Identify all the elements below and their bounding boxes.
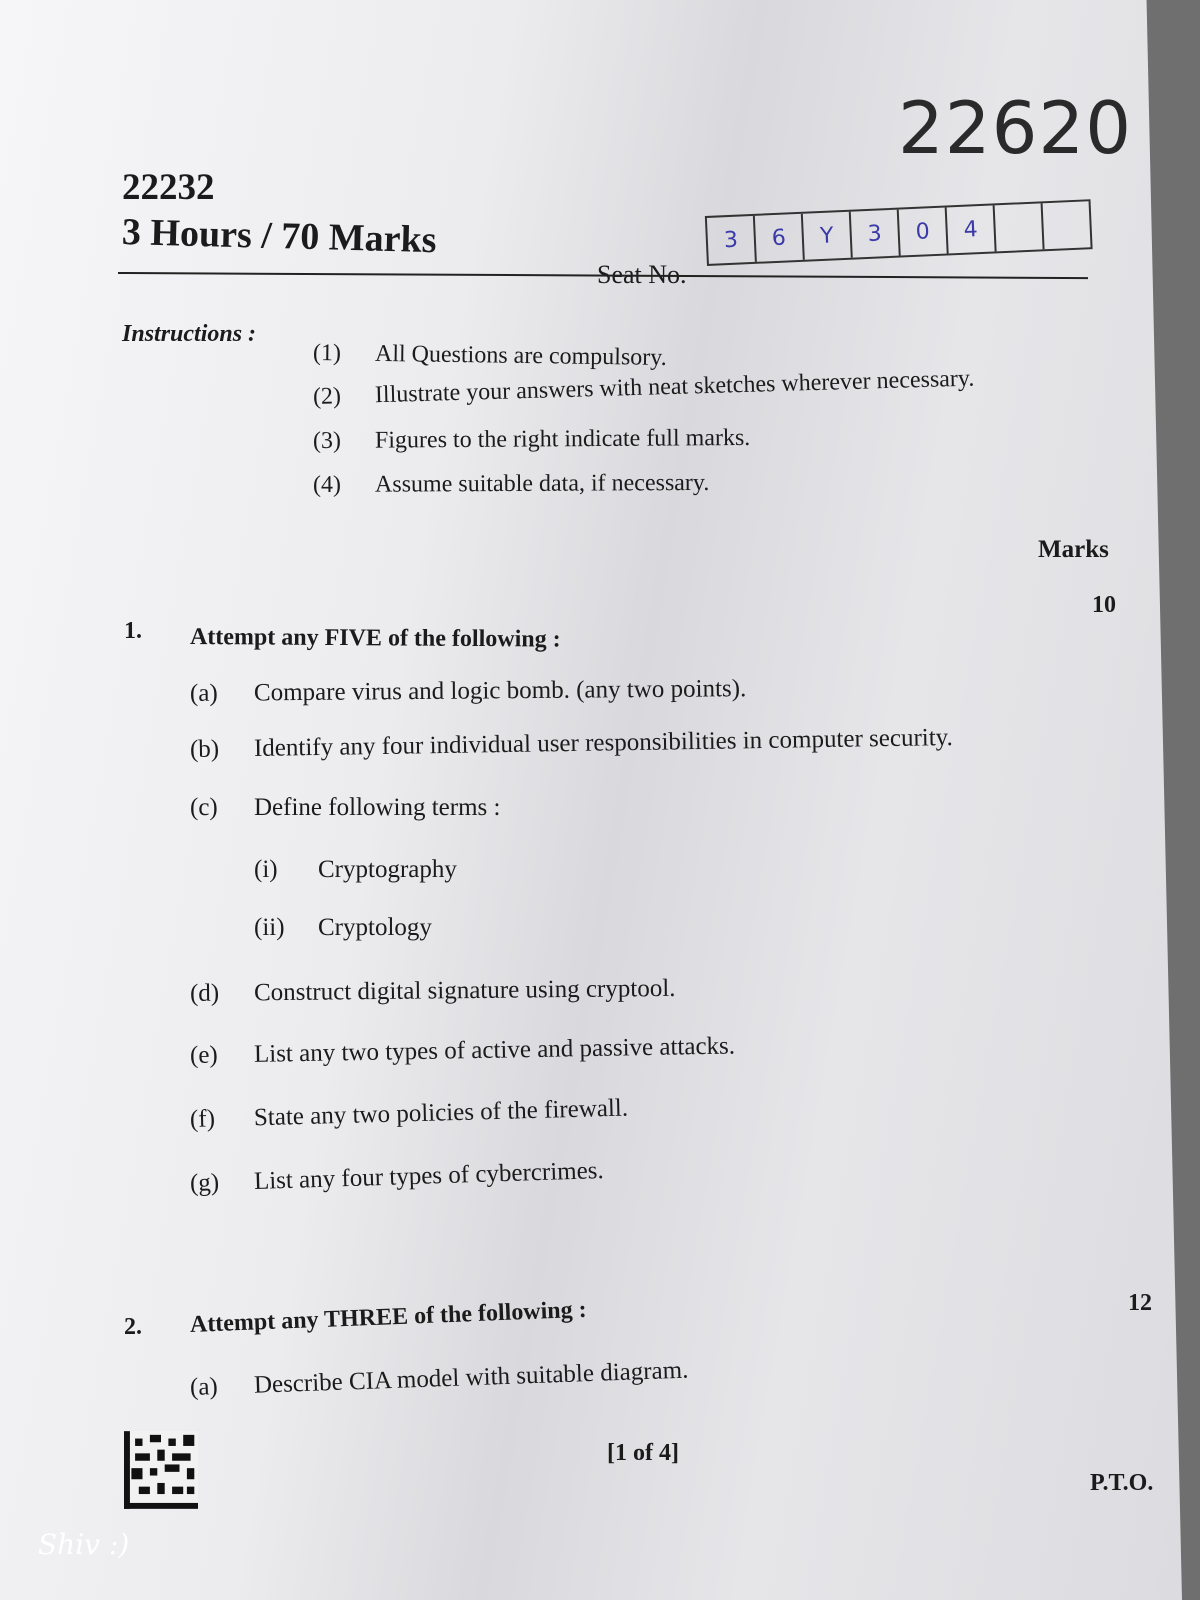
- marks-heading: Marks: [1038, 536, 1109, 563]
- seat-digit: 0: [899, 207, 949, 255]
- question-1c-ii: [254, 914, 432, 942]
- sub-question-text: Construct digital signature using cryptool.: [253, 974, 676, 1007]
- instruction-number: (4): [312, 471, 342, 498]
- seat-digit: 6: [755, 214, 805, 262]
- sub-question-label: (f): [189, 1105, 216, 1133]
- sub-question-text: Describe CIA model with suitable diagram.: [253, 1356, 689, 1399]
- page-number: [1 of 4]: [607, 1440, 679, 1466]
- seat-digit: [995, 203, 1045, 251]
- sub-question-text: Define following terms :: [254, 794, 501, 821]
- instruction-number: (1): [312, 339, 342, 366]
- question-1c-i: [254, 856, 457, 884]
- instructions-list: [313, 336, 1033, 512]
- seat-digit: 3: [851, 210, 901, 258]
- sub-question-label: (a): [189, 1373, 219, 1401]
- sub-question-label: (d): [189, 979, 220, 1007]
- sub-question-text: State any two policies of the firewall.: [253, 1094, 629, 1132]
- sub-question-label: (a): [189, 679, 218, 707]
- question-2-title: Attempt any THREE of the following :: [189, 1296, 588, 1338]
- question-2-marks: 12: [1128, 1290, 1152, 1316]
- sub-question-label: (g): [189, 1169, 220, 1197]
- seat-digit: [1043, 201, 1091, 249]
- sub-question-label: (b): [189, 735, 220, 763]
- question-1-number: 1.: [124, 618, 142, 644]
- question-1-marks: 10: [1092, 592, 1116, 618]
- sub-question-label: (e): [189, 1041, 218, 1069]
- question-1c: [190, 794, 500, 822]
- sub-question-text: List any two types of active and passive attacks.: [253, 1032, 736, 1068]
- seat-number-label: Seat No.: [597, 260, 687, 289]
- instruction-text: Illustrate your answers with neat sketches wherever necessary.: [374, 365, 975, 408]
- instruction-text: All Questions are compulsory.: [374, 340, 667, 371]
- seat-digit: 4: [947, 205, 997, 253]
- instruction-number: (3): [312, 427, 342, 454]
- seat-digit: 3: [707, 216, 757, 264]
- instructions-title: Instructions :: [122, 321, 257, 347]
- instruction-number: (2): [312, 382, 342, 410]
- instruction-text: Figures to the right indicate full marks.: [374, 424, 751, 454]
- sub-question-text: Compare virus and logic bomb. (any two points).: [253, 675, 747, 707]
- instruction-item: [313, 419, 1033, 458]
- watermark-signature: Shiv :): [38, 1528, 130, 1561]
- question-1a: [190, 675, 747, 708]
- sub-question-label: (c): [190, 794, 218, 821]
- question-2-number: 2.: [124, 1314, 142, 1340]
- instruction-text: Assume suitable data, if necessary.: [374, 469, 710, 498]
- seat-digit: Y: [803, 212, 853, 260]
- datamatrix-barcode-icon: [124, 1431, 198, 1509]
- question-1d: [190, 975, 676, 1008]
- sub-question-text: List any four types of cybercrimes.: [253, 1157, 605, 1195]
- sub-question-text: Cryptography: [318, 856, 457, 883]
- instruction-item: [313, 464, 1033, 502]
- please-turn-over: P.T.O.: [1090, 1470, 1154, 1496]
- sub-question-label: (ii): [254, 914, 285, 941]
- handwritten-course-code: 22620: [898, 86, 1133, 170]
- sub-question-text: Identify any four individual user responsibilities in computer security.: [253, 724, 954, 762]
- question-1-title: Attempt any FIVE of the following :: [189, 624, 561, 653]
- sub-question-text: Cryptology: [318, 914, 432, 941]
- duration-marks: 3 Hours / 70 Marks: [121, 211, 438, 262]
- sub-question-label: (i): [254, 856, 278, 883]
- paper-code: 22232: [122, 167, 215, 208]
